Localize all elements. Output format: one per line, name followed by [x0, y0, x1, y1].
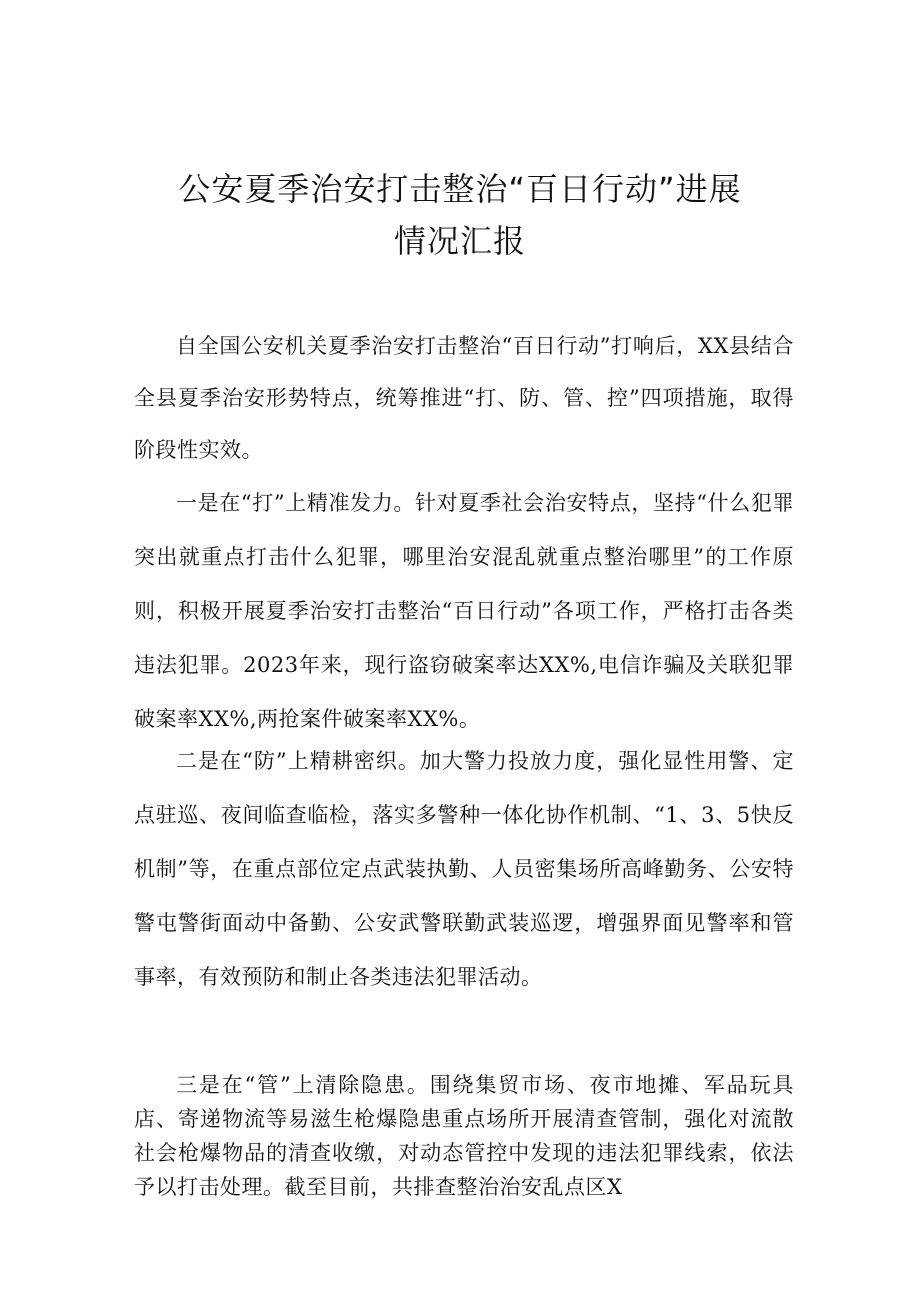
paragraph-strike: 一是在“打”上精准发力。针对夏季社会治安特点，坚持“什么犯罪突出就重点打击什么犯罪，哪里治安混乱就重点整治哪里”的工作原则，积极开展夏季治安打击整治“百日行动”各项工作，严格打击各类违法犯罪。2023年来，现行盗窃破案率达XX%,电信诈骗及关联犯罪破案率XX%,两抢案件破案率XX%。 — [134, 491, 794, 731]
document-title-line-1: 公安夏季治安打击整治“百日行动”进展 — [178, 170, 742, 208]
document-title-line-2: 情况汇报 — [393, 222, 526, 260]
paragraph-manage: 三是在“管”上清除隐患。围绕集贸市场、夜市地摊、军品玩具店、寄递物流等易滋生枪爆隐患重点场所开展清查管制，强化对流散社会枪爆物品的清查收缴，对动态管控中发现的违法犯罪线索，依法予以打击处理。截至目前，共排查整治治安乱点区X — [134, 1073, 794, 1199]
paragraph-intro: 自全国公安机关夏季治安打击整治“百日行动”打响后，XX县结合全县夏季治安形势特点，统筹推进“打、防、管、控”四项措施，取得阶段性实效。 — [134, 334, 794, 462]
paragraph-prevent: 二是在“防”上精耕密织。加大警力投放力度，强化显性用警、定点驻巡、夜间临查临检，落实多警种一体化协作机制、“1、3、5快反机制”等，在重点部位定点武装执勤、人员密集场所高峰勤务、公安特警屯警街面动中备勤、公安武警联勤武装巡逻，增强界面见警率和管事率，有效预防和制止各类违法犯罪活动。 — [134, 749, 794, 989]
